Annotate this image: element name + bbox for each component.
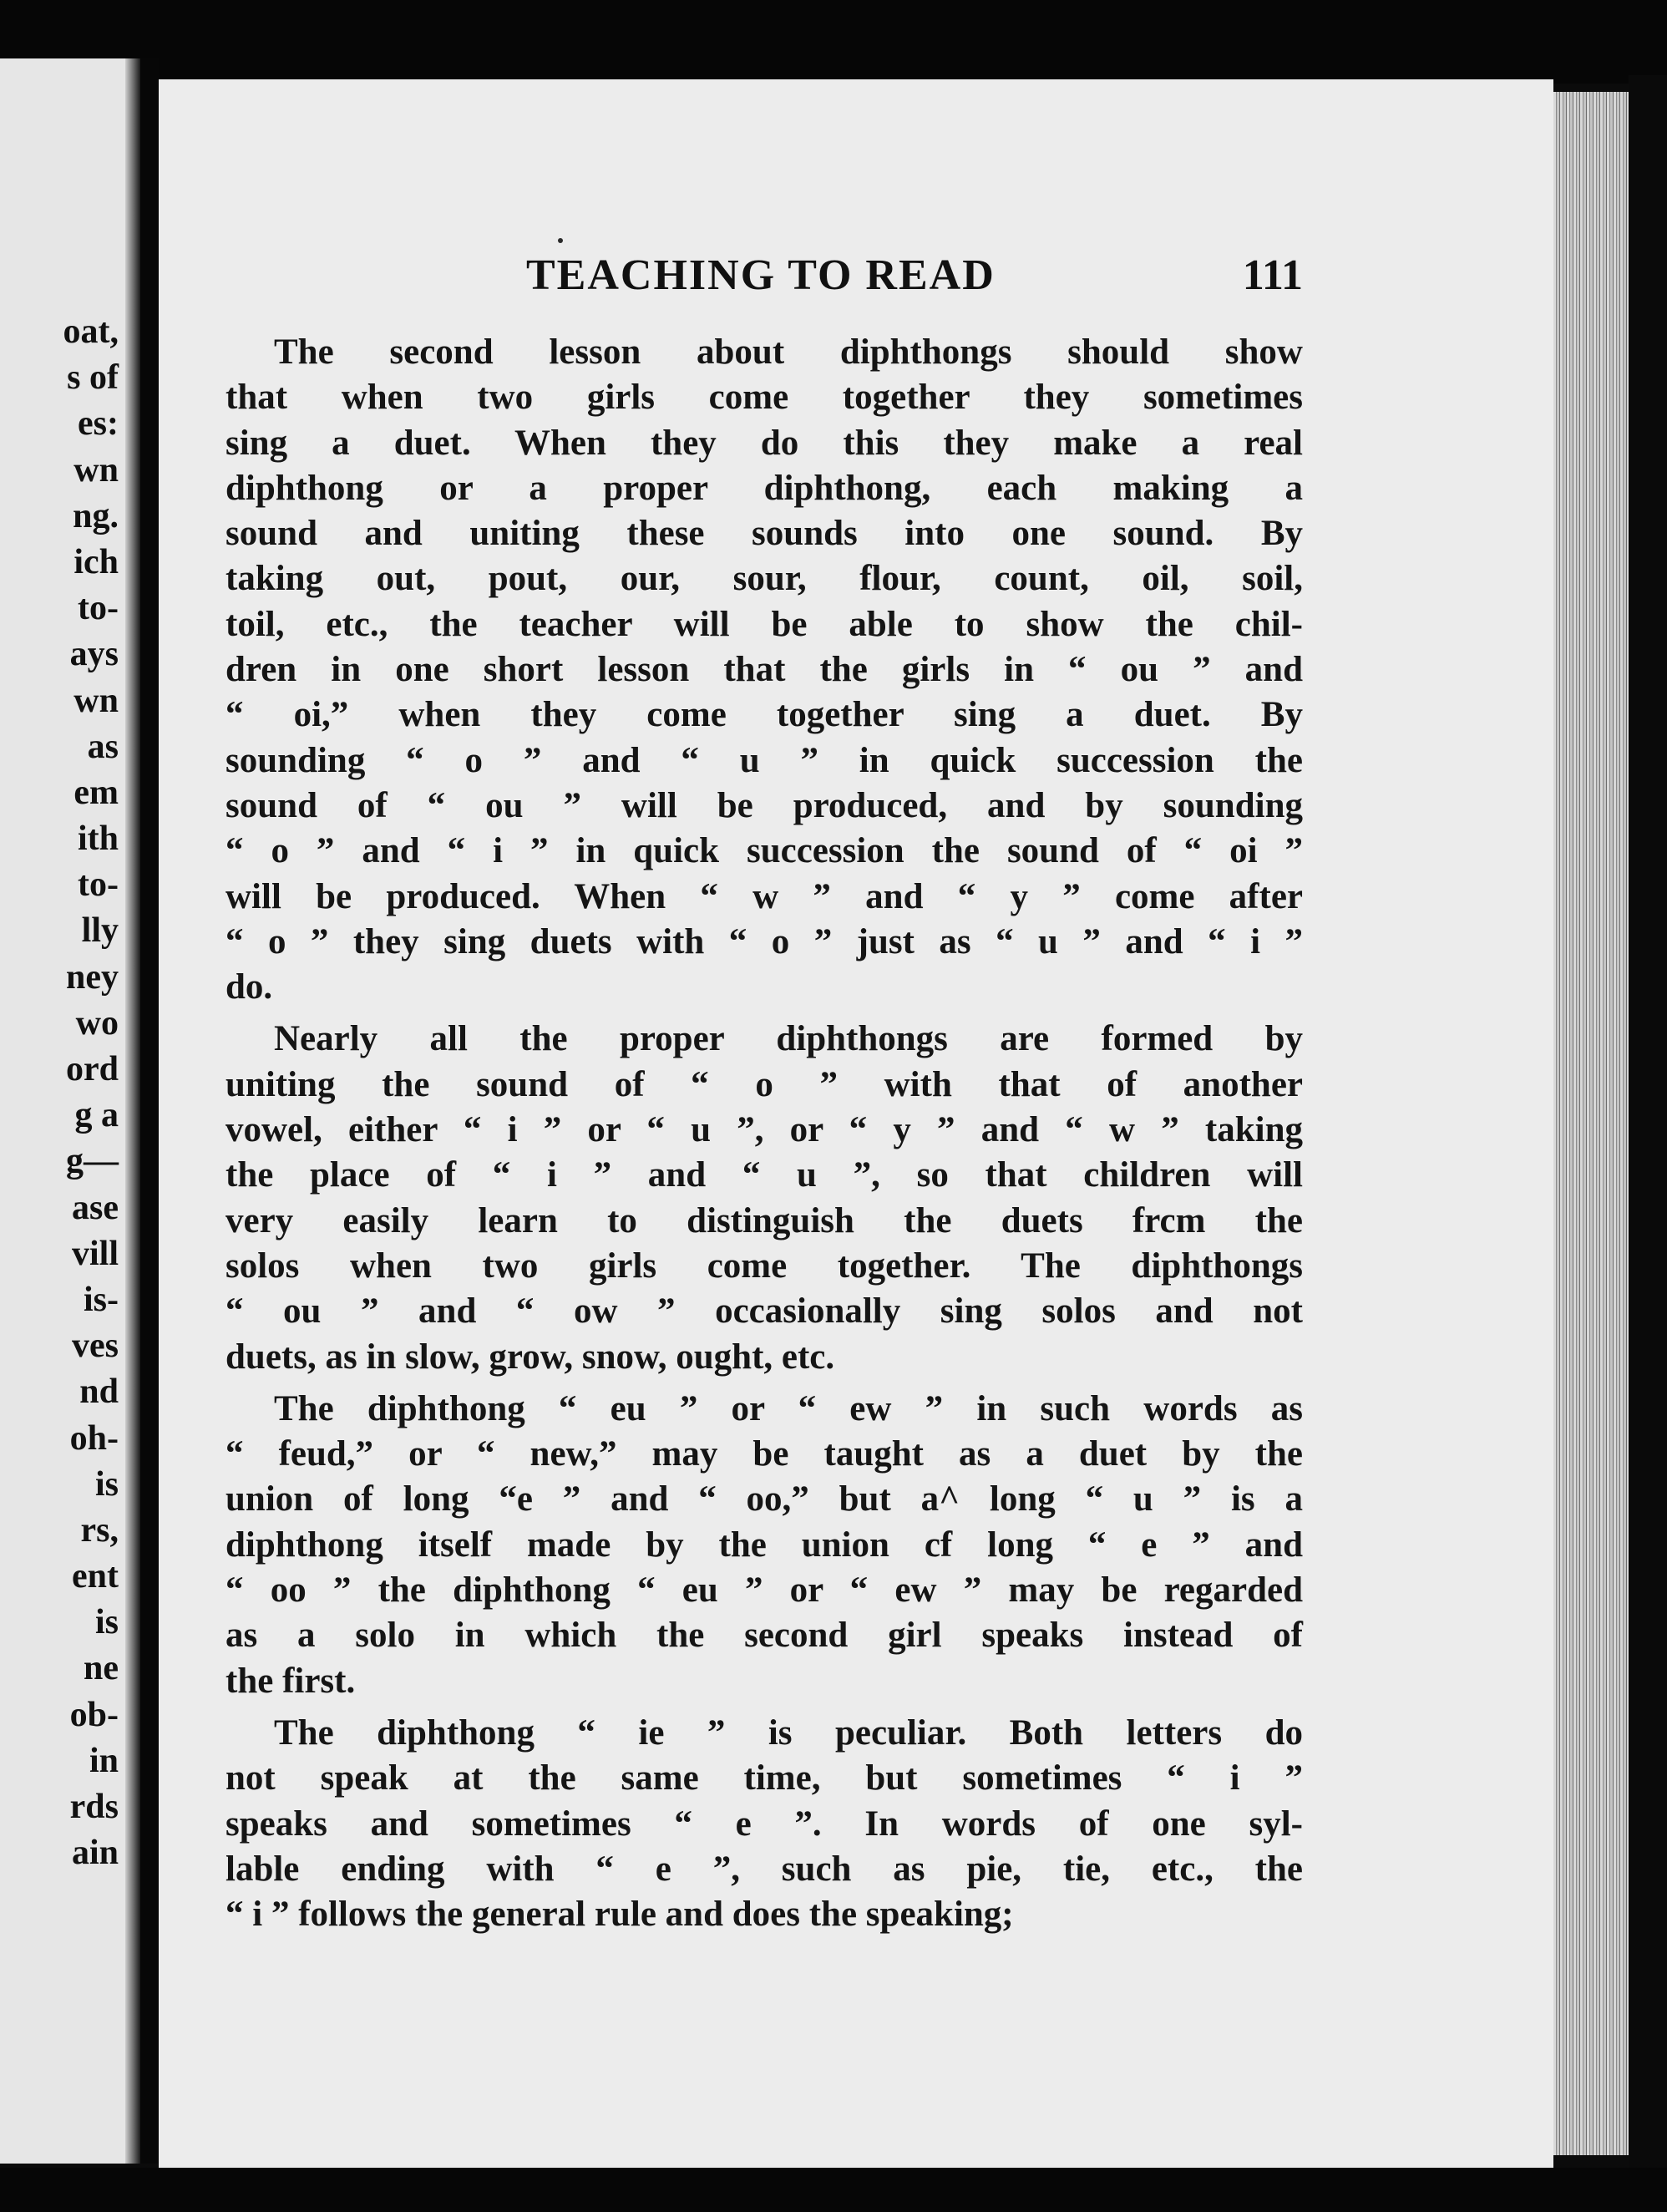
facing-page-fragment: ob-	[69, 1695, 119, 1734]
text-line: the place of “ i ” and “ u ”, so that children will	[225, 1155, 1303, 1195]
text-line: uniting the sound of “ o ” with that of another	[225, 1064, 1303, 1104]
text-line: vowel, either “ i ” or “ u ”, or “ y ” and “ w ” taking	[225, 1110, 1303, 1150]
facing-page-edge	[0, 58, 140, 2164]
text-line: duets, as in slow, grow, snow, ought, etc.	[225, 1337, 835, 1377]
paragraph	[225, 1017, 1303, 1379]
bottom-border	[0, 2168, 1667, 2212]
facing-page-text	[0, 309, 119, 1876]
text-line: sound of “ ou ” will be produced, and by sounding	[225, 785, 1303, 825]
text-line: “ oo ” the diphthong “ eu ” or “ ew ” may be regarded	[225, 1570, 1303, 1611]
facing-page-fragment: to-	[78, 589, 119, 628]
facing-page-fragment: to-	[78, 865, 119, 905]
text-line: sing a duet. When they do this they make a real	[225, 423, 1303, 463]
facing-page-fragment: lly	[81, 911, 119, 951]
facing-page-fragment: rds	[69, 1788, 119, 1826]
text-line: do.	[225, 967, 273, 1007]
text-line: as a solo in which the second girl speaks instead of	[225, 1616, 1303, 1656]
text-line: that when two girls come together they sometimes	[225, 378, 1303, 418]
text-line: “ oi,” when they come together sing a duet. By	[225, 695, 1303, 735]
facing-page-fragment: ent	[72, 1557, 119, 1596]
facing-page-fragment: oh-	[69, 1418, 119, 1458]
text-line: solos when two girls come together. The diphthongs	[225, 1246, 1303, 1286]
facing-page-fragment: wn	[73, 681, 119, 720]
text-line: “ ou ” and “ ow ” occasionally sing solos and not	[225, 1291, 1303, 1332]
text-line: diphthong itself made by the union cf long “ e ” and	[225, 1525, 1303, 1565]
text-line: the first.	[225, 1661, 356, 1701]
facing-page-fragment: oat,	[63, 312, 119, 351]
facing-page-fragment: is	[94, 1603, 119, 1642]
page-edges	[1553, 92, 1629, 2155]
facing-page-fragment: as	[87, 727, 119, 766]
facing-page-fragment: g—	[66, 1142, 119, 1181]
text-line: “ o ” and “ i ” in quick succession the sound of “ oi ”	[225, 831, 1303, 871]
text-line: union of long “e ” and “ oo,” but a^ long “ u ” is a	[225, 1479, 1303, 1519]
text-line: The diphthong “ eu ” or “ ew ” in such words as	[274, 1388, 1303, 1428]
text-line: taking out, pout, our, sour, flour, count, oil, soil,	[225, 559, 1303, 599]
facing-page-fragment: wo	[75, 1003, 119, 1043]
facing-page-fragment: nd	[79, 1372, 119, 1412]
facing-page-fragment: is-	[84, 1280, 119, 1319]
text-line: very easily learn to distinguish the duets frcm the	[225, 1200, 1303, 1240]
text-line: diphthong or a proper diphthong, each making a	[225, 468, 1303, 508]
facing-page-fragment: es:	[78, 404, 119, 444]
text-line: dren in one short lesson that the girls in “ ou ” and	[225, 650, 1303, 690]
page-number: 111	[1242, 251, 1303, 299]
facing-page-fragment: rs,	[80, 1510, 119, 1550]
facing-page-fragment: ith	[77, 819, 119, 859]
top-border	[0, 0, 1667, 84]
running-title: TEACHING TO READ	[526, 251, 996, 299]
paper-speck	[558, 238, 563, 243]
paragraph	[225, 1387, 1303, 1704]
facing-page-fragment: em	[73, 773, 119, 812]
text-line: not speak at the same time, but sometimes “ i ”	[225, 1758, 1303, 1799]
facing-page-fragment: s of	[67, 358, 119, 398]
text-line: sound and uniting these sounds into one sound. By	[225, 514, 1303, 554]
running-header	[501, 251, 1303, 309]
body-text	[225, 330, 1303, 1944]
text-line: The second lesson about diphthongs should show	[274, 332, 1303, 372]
text-line: “ o ” they sing duets with “ o ” just as “ u ” and “ i ”	[225, 921, 1303, 961]
facing-page-fragment: wn	[73, 450, 119, 490]
facing-page-fragment: in	[89, 1741, 119, 1780]
book-spine	[140, 58, 159, 2164]
facing-page-fragment: is	[94, 1464, 119, 1504]
facing-page-fragment: g a	[74, 1096, 119, 1135]
text-line: toil, etc., the teacher will be able to show the chil-	[225, 604, 1303, 644]
facing-page-fragment: vill	[71, 1234, 119, 1273]
facing-page-fragment: ne	[84, 1649, 119, 1688]
facing-page-fragment: ays	[69, 635, 119, 674]
facing-page-fragment: ney	[66, 957, 119, 997]
text-line: The diphthong “ ie ” is peculiar. Both letters do	[274, 1712, 1303, 1753]
text-line: Nearly all the proper diphthongs are formed by	[274, 1019, 1303, 1059]
paragraph	[225, 330, 1303, 1010]
text-line: speaks and sometimes “ e ”. In words of one syl-	[225, 1804, 1303, 1844]
text-line: sounding “ o ” and “ u ” in quick succession the	[225, 740, 1303, 780]
facing-page-fragment: ain	[71, 1834, 119, 1873]
facing-page-fragment: ase	[72, 1188, 119, 1227]
facing-page-fragment: ord	[66, 1050, 119, 1088]
facing-page-fragment: ves	[72, 1327, 119, 1366]
facing-page-fragment: ng.	[73, 496, 119, 535]
facing-page-fragment: ich	[73, 542, 119, 581]
paragraph	[225, 1711, 1303, 1937]
right-border	[1629, 75, 1667, 2180]
text-line: “ feud,” or “ new,” may be taught as a duet by the	[225, 1434, 1303, 1474]
text-line: “ i ” follows the general rule and does the speaking;	[225, 1895, 1014, 1935]
text-line: will be produced. When “ w ” and “ y ” come after	[225, 876, 1303, 916]
gutter-shadow	[125, 58, 140, 2164]
text-line: lable ending with “ e ”, such as pie, tie, etc., the	[225, 1849, 1303, 1889]
